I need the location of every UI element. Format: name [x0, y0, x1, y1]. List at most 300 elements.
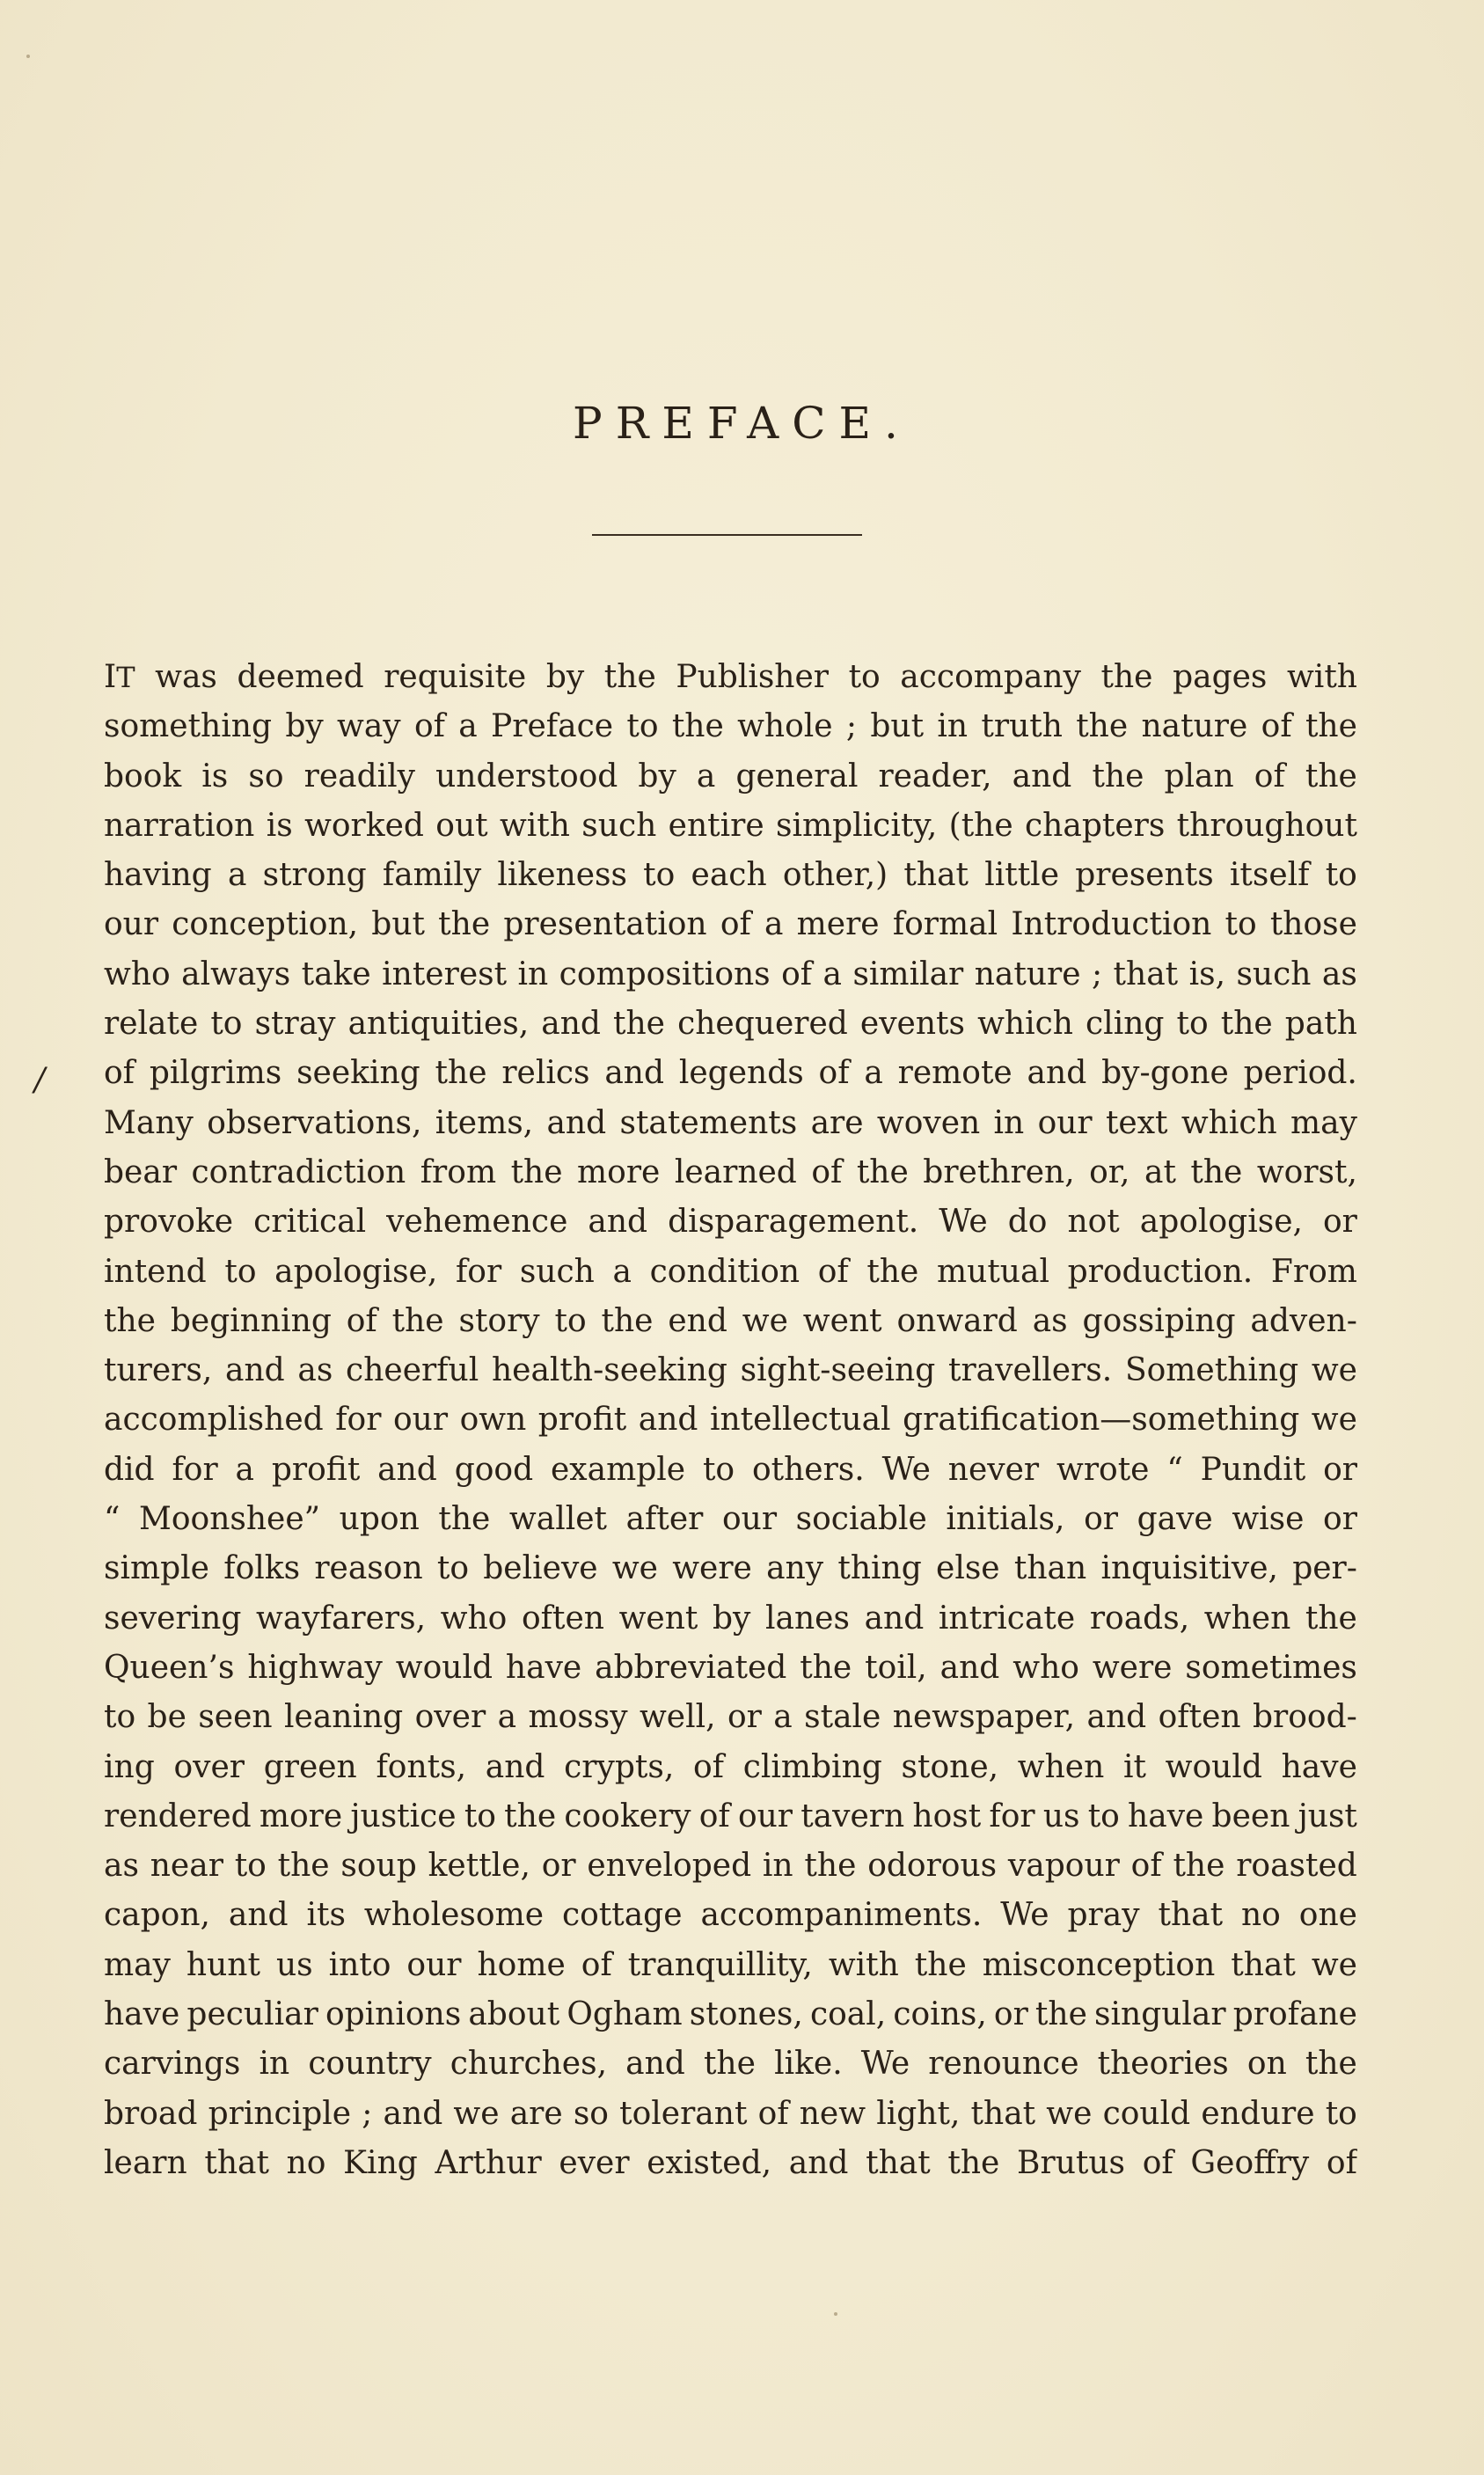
word: we	[1311, 1352, 1357, 1389]
word: a	[612, 1253, 632, 1290]
word: justice	[350, 1798, 457, 1834]
word: to	[210, 1006, 243, 1043]
word: inquisitive,	[1100, 1550, 1278, 1587]
word: mere	[796, 906, 880, 943]
word: highway	[247, 1649, 383, 1686]
word: simple	[104, 1550, 209, 1587]
word: a	[864, 1055, 883, 1092]
word: to	[1087, 1798, 1120, 1834]
word: (the	[948, 807, 1013, 844]
word: but	[870, 708, 925, 745]
text-line	[104, 702, 1357, 751]
word: that	[1113, 956, 1179, 992]
text-line	[104, 1743, 1357, 1792]
word: or	[1322, 1204, 1357, 1241]
word: to	[224, 1253, 257, 1290]
word: was	[155, 659, 217, 695]
word: often	[521, 1600, 604, 1637]
word: our	[721, 1501, 778, 1538]
word: the	[671, 708, 724, 745]
word: near	[150, 1848, 223, 1885]
word: roads,	[1089, 1600, 1190, 1637]
word: the	[1305, 1600, 1357, 1637]
word: or	[541, 1848, 576, 1885]
word: mutual	[937, 1253, 1049, 1290]
word: own	[459, 1402, 527, 1439]
word: production.	[1067, 1253, 1254, 1290]
word: in	[762, 1848, 793, 1885]
word: learn	[104, 2144, 187, 2181]
word: to	[1224, 906, 1257, 943]
word: tavern	[800, 1798, 905, 1834]
word: by	[712, 1600, 751, 1637]
word: of	[720, 906, 751, 943]
word: formal	[892, 906, 998, 943]
word: that	[204, 2144, 269, 2181]
word: may	[104, 1946, 171, 1983]
word: of	[757, 2095, 789, 2132]
word: folks	[223, 1550, 301, 1587]
word: for	[989, 1798, 1035, 1834]
word: of	[1261, 708, 1292, 745]
word: by	[545, 659, 585, 695]
word: gratification—something	[903, 1402, 1300, 1439]
word: and	[485, 1748, 545, 1785]
word: in	[993, 1104, 1025, 1141]
word: the	[866, 1253, 919, 1290]
word: disparagement.	[668, 1204, 919, 1241]
word: of	[1130, 1848, 1162, 1885]
word: would	[1165, 1748, 1262, 1785]
word: and	[541, 1006, 601, 1043]
word: well,	[639, 1699, 716, 1736]
word: with	[828, 1946, 899, 1983]
text-line	[104, 1395, 1357, 1445]
word: the	[914, 1946, 967, 1983]
word: wholesome	[363, 1897, 545, 1934]
text-line	[104, 1495, 1357, 1544]
word: existed,	[647, 2144, 772, 2181]
word: a	[822, 956, 842, 992]
word: of	[1326, 2144, 1357, 2181]
word: country	[308, 2046, 432, 2083]
word: “	[1166, 1451, 1183, 1488]
word: seen	[198, 1699, 273, 1736]
word: rendered	[104, 1798, 252, 1834]
word: interest	[382, 956, 508, 992]
word: and	[788, 2144, 849, 2181]
word: and	[625, 2046, 685, 2083]
word: chapters	[1025, 807, 1166, 844]
word: the	[391, 1302, 444, 1339]
word: as	[1032, 1302, 1068, 1339]
word: the	[800, 1649, 852, 1686]
word: to	[104, 1699, 136, 1736]
word: strong	[262, 857, 367, 894]
preface-body	[104, 653, 1357, 2188]
word: are	[810, 1104, 864, 1141]
text-line	[104, 1297, 1357, 1346]
word: host	[912, 1798, 982, 1834]
word: statements	[619, 1104, 798, 1141]
word: mossy	[528, 1699, 628, 1736]
word: similar	[852, 956, 964, 992]
word: and	[383, 2095, 443, 2132]
word: end	[668, 1302, 727, 1339]
word: it	[1122, 1748, 1146, 1785]
word: in	[259, 2046, 290, 2083]
word: misconception	[982, 1946, 1216, 1983]
word: so	[248, 758, 284, 794]
word: the	[601, 1302, 654, 1339]
word: sociable	[795, 1501, 927, 1538]
word: than	[1013, 1550, 1087, 1587]
word: of	[692, 1748, 724, 1785]
page-title: PREFACE.	[573, 398, 911, 449]
word: gave	[1137, 1501, 1213, 1538]
word: that	[903, 857, 969, 894]
word: brethren,	[923, 1153, 1075, 1190]
word: its	[306, 1897, 346, 1934]
text-line	[104, 802, 1357, 851]
word: by-gone	[1101, 1055, 1229, 1092]
word: book	[104, 758, 182, 794]
word: more	[577, 1153, 661, 1190]
word: understood	[435, 758, 618, 794]
word: compositions	[559, 956, 771, 992]
word: pilgrims	[149, 1055, 282, 1092]
word: our	[737, 1798, 793, 1834]
word: condition	[649, 1253, 800, 1290]
word: do	[1007, 1204, 1048, 1241]
word: as	[297, 1352, 333, 1389]
word: and	[228, 1897, 289, 1934]
word: us	[275, 1946, 313, 1983]
word: and	[638, 1402, 698, 1439]
word: We	[860, 2046, 910, 2083]
word: with	[499, 807, 570, 844]
word: fonts,	[376, 1748, 467, 1785]
word: sometimes	[1185, 1649, 1357, 1686]
word: the	[947, 2144, 1000, 2181]
word: is	[201, 758, 229, 794]
text-line	[104, 1792, 1357, 1842]
word: our	[104, 906, 159, 943]
word: truth	[981, 708, 1063, 745]
word: to	[626, 708, 659, 745]
word: principle	[208, 2095, 352, 2132]
word: green	[263, 1748, 357, 1785]
word: family	[382, 857, 482, 894]
word: over	[173, 1748, 245, 1785]
word: thing	[837, 1550, 922, 1587]
word: with	[1286, 659, 1357, 695]
word: odorous	[867, 1848, 998, 1885]
word: endure	[1201, 2095, 1315, 2132]
word: the	[1092, 758, 1144, 794]
word: more	[259, 1798, 343, 1834]
word: throughout	[1176, 807, 1357, 844]
word: period.	[1243, 1055, 1357, 1092]
word: hunt	[186, 1946, 260, 1983]
word: to	[1325, 857, 1357, 894]
word: legends	[678, 1055, 804, 1092]
word: over	[414, 1699, 486, 1736]
word: ever	[559, 2144, 630, 2181]
word: theories	[1097, 2046, 1229, 2083]
word: in	[517, 956, 549, 992]
word: a	[497, 1699, 517, 1736]
word: pray	[1067, 1897, 1140, 1934]
word: ;	[362, 2095, 373, 2132]
text-line	[104, 950, 1357, 1000]
word: Publisher	[676, 659, 829, 695]
word: ;	[1091, 956, 1103, 992]
word: by	[285, 708, 324, 745]
word: such	[519, 1253, 595, 1290]
word: and	[1027, 1055, 1087, 1092]
word: to	[464, 1798, 496, 1834]
word: to	[234, 1848, 267, 1885]
word: were	[672, 1550, 752, 1587]
word: general	[735, 758, 859, 794]
word: that	[1158, 1897, 1224, 1934]
word: example	[551, 1451, 686, 1488]
word: have	[1281, 1748, 1357, 1785]
word: accompany	[900, 659, 1081, 695]
text-line	[104, 2039, 1357, 2089]
word: carvings	[104, 2046, 241, 2083]
word: reason	[314, 1550, 423, 1587]
word: churches,	[450, 2046, 608, 2083]
word: we	[453, 2095, 500, 2132]
word: accompaniments.	[700, 1897, 983, 1934]
word: We	[939, 1204, 988, 1241]
word: cottage	[561, 1897, 683, 1934]
text-line	[104, 1891, 1357, 1940]
word: such	[1236, 956, 1312, 992]
word: Brutus	[1017, 2144, 1126, 2181]
word: of	[818, 1055, 850, 1092]
word: apologise,	[274, 1253, 438, 1290]
word: We	[1000, 1897, 1049, 1934]
word: often	[1158, 1699, 1241, 1736]
word: or,	[1089, 1153, 1130, 1190]
paper-speck	[834, 2312, 837, 2316]
word: went	[618, 1600, 698, 1637]
word: the	[804, 1848, 857, 1885]
word: would	[395, 1649, 493, 1686]
word: contradiction	[191, 1153, 406, 1190]
word: of	[698, 1798, 730, 1834]
word: Pundit	[1200, 1451, 1306, 1488]
word: who	[104, 956, 171, 992]
word: of	[1142, 2144, 1173, 2181]
word: as	[1321, 956, 1357, 992]
word: our	[1037, 1104, 1093, 1141]
text-line	[104, 1693, 1357, 1742]
word: to	[436, 1550, 470, 1587]
word: to	[1325, 2095, 1357, 2132]
word: the	[435, 1055, 487, 1092]
word: out	[435, 807, 488, 844]
word: we	[1311, 1402, 1357, 1439]
word: entire	[668, 807, 764, 844]
text-line	[104, 1197, 1357, 1247]
text-line	[104, 1842, 1357, 1891]
word: have	[1128, 1798, 1204, 1834]
word: the	[1305, 708, 1357, 745]
word: home	[477, 1946, 566, 1983]
word: other,)	[782, 857, 888, 894]
word: good	[454, 1451, 534, 1488]
word: Ogham	[567, 1996, 683, 2033]
word: the	[104, 1302, 156, 1339]
word: the	[510, 1153, 563, 1190]
word: tolerant	[619, 2095, 748, 2132]
word: or	[993, 1996, 1028, 2033]
word: or	[1323, 1451, 1357, 1488]
word: be	[147, 1699, 186, 1736]
word: been	[1211, 1798, 1290, 1834]
word: worst,	[1256, 1153, 1357, 1190]
word: else	[936, 1550, 1000, 1587]
word: may	[1290, 1104, 1357, 1141]
word: seeking	[296, 1055, 420, 1092]
word: singular	[1094, 1996, 1226, 2033]
word: cling	[1086, 1006, 1165, 1043]
word: toil,	[865, 1649, 927, 1686]
word: that	[866, 2144, 931, 2181]
word: so	[573, 2095, 609, 2132]
text-line	[104, 1544, 1357, 1593]
word: relate	[104, 1006, 199, 1043]
word: readily	[303, 758, 415, 794]
word: the	[1220, 1006, 1273, 1043]
word: the	[277, 1848, 330, 1885]
word: enveloped	[587, 1848, 752, 1885]
word: onward	[896, 1302, 1018, 1339]
word: deemed	[237, 659, 364, 695]
word: plan	[1164, 758, 1234, 794]
word: likeness	[497, 857, 627, 894]
word: did	[104, 1451, 155, 1488]
word: ;	[845, 708, 858, 745]
word: the	[1305, 2046, 1357, 2083]
word: the	[1100, 659, 1153, 695]
word: were	[1092, 1649, 1173, 1686]
word: woven	[876, 1104, 981, 1141]
word: and	[864, 1600, 925, 1637]
word: who	[1012, 1649, 1079, 1686]
word: simplicity,	[775, 807, 938, 844]
text-line	[104, 1000, 1357, 1049]
word: way	[337, 708, 401, 745]
word: intend	[104, 1253, 207, 1290]
word: requisite	[384, 659, 527, 695]
word: conception,	[172, 906, 359, 943]
text-line	[104, 1099, 1357, 1148]
word: no	[1241, 1897, 1281, 1934]
word: of	[817, 1253, 849, 1290]
word: the	[504, 1798, 557, 1834]
word: items,	[435, 1104, 534, 1141]
word: reader,	[878, 758, 992, 794]
text-line	[104, 2090, 1357, 2139]
word: Introduction	[1011, 906, 1212, 943]
word: Something	[1124, 1352, 1299, 1389]
word: or	[1323, 1501, 1357, 1538]
word: having	[104, 857, 212, 894]
word: vehemence	[386, 1204, 568, 1241]
word: but	[371, 906, 425, 943]
word: Moonshee”	[139, 1501, 321, 1538]
word: severing	[104, 1600, 242, 1637]
word: itself	[1229, 857, 1310, 894]
word: the	[603, 659, 656, 695]
word: a	[764, 906, 784, 943]
word: peculiar	[186, 1996, 318, 2033]
word: kettle,	[428, 1848, 530, 1885]
word: lanes	[765, 1600, 850, 1637]
word: for	[335, 1402, 382, 1439]
word: one	[1298, 1897, 1357, 1934]
text-line	[104, 1248, 1357, 1297]
word: on	[1246, 2046, 1287, 2083]
word: from	[420, 1153, 497, 1190]
word: wallet	[508, 1501, 607, 1538]
word: roasted	[1236, 1848, 1357, 1885]
word: soup	[340, 1848, 417, 1885]
word: in	[937, 708, 969, 745]
word: story	[458, 1302, 540, 1339]
word: the	[438, 1501, 491, 1538]
word: Arthur	[435, 2144, 542, 2181]
text-line	[104, 1049, 1357, 1098]
word: like.	[774, 2046, 843, 2083]
word: “	[104, 1501, 121, 1538]
word: leaning	[284, 1699, 404, 1736]
word: a	[773, 1699, 793, 1736]
word: and	[1012, 758, 1072, 794]
word: and	[588, 1204, 648, 1241]
word: path	[1284, 1006, 1357, 1043]
word: we	[1311, 1946, 1357, 1983]
word: narration	[104, 807, 255, 844]
word: Queen’s	[104, 1649, 235, 1686]
word: we	[742, 1302, 788, 1339]
word: Geoffry	[1190, 2144, 1310, 2181]
word: of	[1254, 758, 1285, 794]
word: the	[703, 2046, 756, 2083]
word: have	[505, 1649, 582, 1686]
word: critical	[253, 1204, 367, 1241]
word: tranquillity,	[627, 1946, 813, 1983]
word: From	[1270, 1253, 1357, 1290]
word: for	[172, 1451, 218, 1488]
word: of	[413, 708, 445, 745]
word: and	[1086, 1699, 1147, 1736]
word: something	[104, 708, 272, 745]
text-line	[104, 1148, 1357, 1197]
word: initials,	[946, 1501, 1065, 1538]
word: us	[1042, 1798, 1080, 1834]
title-rule	[592, 534, 862, 536]
word: intellectual	[709, 1402, 891, 1439]
word: a	[458, 708, 478, 745]
word: crypts,	[564, 1748, 675, 1785]
word: have	[104, 1996, 180, 2033]
